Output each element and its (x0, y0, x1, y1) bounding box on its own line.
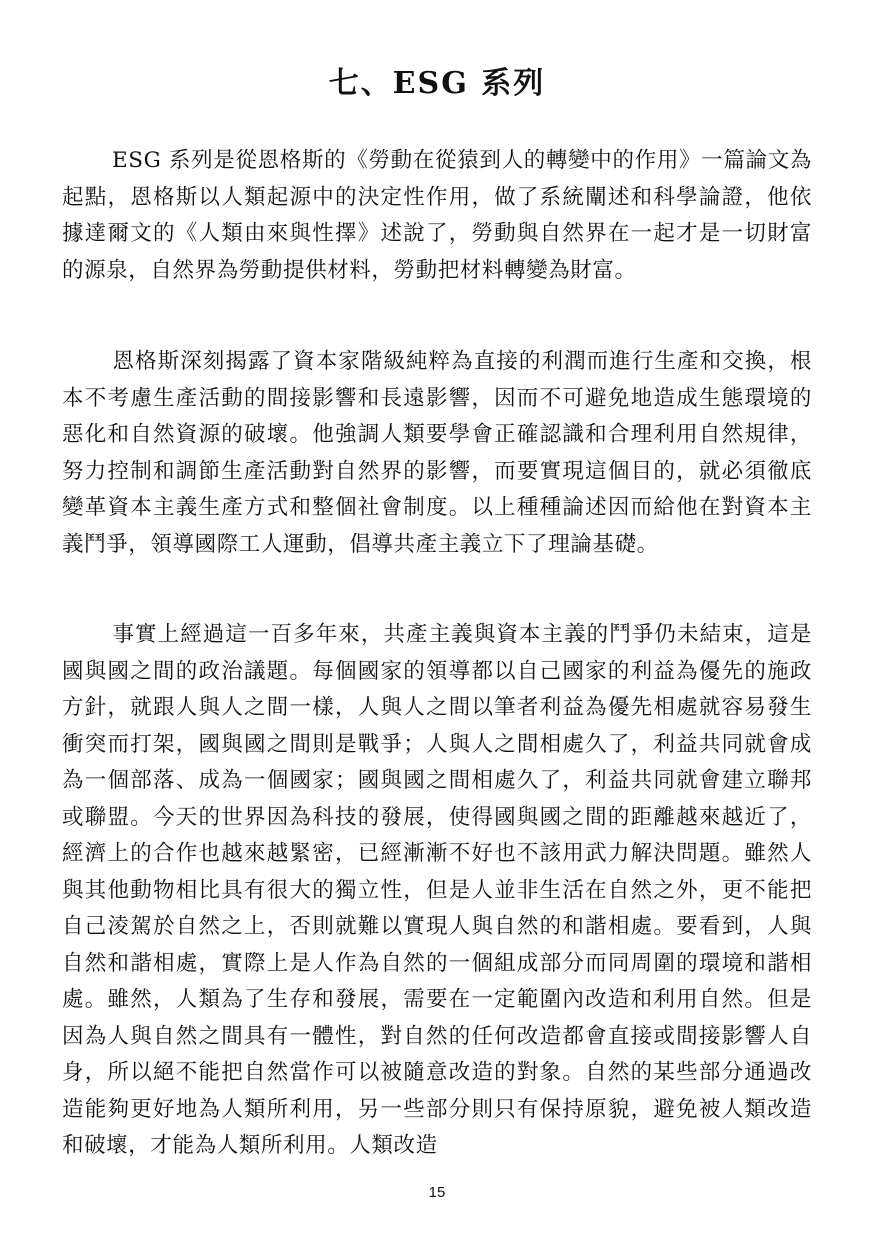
page-title: 七、ESG 系列 (328, 66, 546, 101)
paragraph-1-text: ESG 系列是從恩格斯的《勞動在從猿到人的轉變中的作用》一篇論文為起點，恩格斯以人類起源中的決定性作用，做了系統闡述和科學論證，他依據達爾文的《人類由來與性擇》述說了，勞動與自然界在一起才是一切財富的源泉，自然界為勞動提供材料，勞動把材料轉變為財富。 (62, 148, 812, 283)
paragraph-2 (62, 344, 812, 563)
paragraph-2-text: 恩格斯深刻揭露了資本家階級純粹為直接的利潤而進行生產和交換，根本不考慮生產活動的間接影響和長遠影響，因而不可避免地造成生態環境的惡化和自然資源的破壞。他強調人類要學會正確認識和合理利用自然規律，努力控制和調節生產活動對自然界的影響，而要實現這個目的，就必須徹底變革資本主義生產方式和整個社會制度。以上種種論述因而給他在對資本主義鬥爭，領導國際工人運動，倡導共產主義立下了理論基礎。 (62, 349, 812, 557)
paragraph-1 (62, 143, 812, 289)
paragraph-3-text: 事實上經過這一百多年來，共產主義與資本主義的鬥爭仍未結束，這是國與國之間的政治議題。每個國家的領導都以自己國家的利益為優先的施政方針，就跟人與人之間一樣，人與人之間以筆者利益為優先相處就容易發生衝突而打架，國與國之間則是戰爭；人與人之間相處久了，利益共同就會成為一個部落、成為一個國家；國與國之間相處久了，利益共同就會建立聯邦或聯盟。今天的世界因為科技的發展，使得國與國之間的距離越來越近了，經濟上的合作也越來越緊密，已經漸漸不好也不該用武力解決問題。雖然人與其他動物相比具有很大的獨立性，但是人並非生活在自然之外，更不能把自己淩駕於自然之上，否則就難以實現人與自然的和諧相處。要看到，人與自然和諧相處，實際上是人作為自然的一個組成部分而同周圍的環境和諧相處。雖然，人類為了生存和發展，需要在一定範圍內改造和利用自然。但是因為人與自然之間具有一體性，對自然的任何改造都會直接或間接影響人自身，所以絕不能把自然當作可以被隨意改造的對象。自然的某些部分通過改造能夠更好地為人類所利用，另一些部分則只有保持原貌，避免被人類改造和破壞，才能為人類所利用。人類改造 (62, 622, 812, 1158)
page-number: 15 (428, 1184, 446, 1201)
paragraph-3 (62, 617, 812, 1165)
